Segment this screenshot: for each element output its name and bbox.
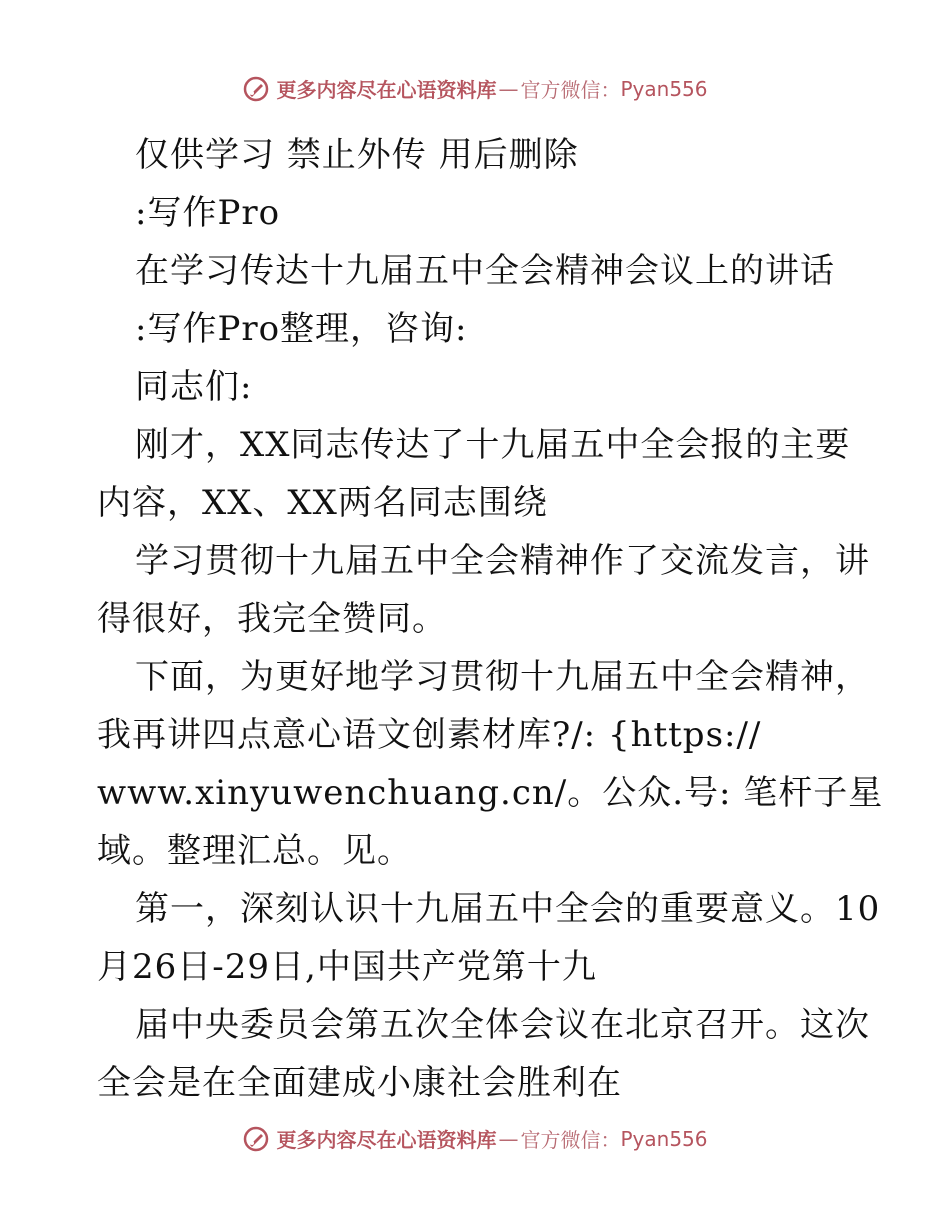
text-line: 月26日-29日,中国共产党第十九 — [97, 947, 597, 987]
text-line: 在学习传达十九届五中全会精神会议上的讲话 — [135, 251, 835, 291]
watermark-brand: 更多内容尽在心语资料库 — [276, 78, 497, 102]
text-line: 全会是在全面建成小康社会胜利在 — [97, 1063, 622, 1103]
text-line: 届中央委员会第五次全体会议在北京召开。这次 — [135, 1005, 870, 1045]
text-line: 域。整理汇总。见。 — [97, 831, 412, 871]
footer-watermark — [0, 1124, 950, 1153]
document-body — [97, 126, 884, 1112]
pen-logo-icon — [242, 1125, 270, 1153]
watermark-wechat-label: 官方微信： — [520, 1128, 621, 1152]
text-line: 学习贯彻十九届五中全会精神作了交流发言，讲 — [135, 541, 870, 581]
text-line: www.xinyuwenchuang.cn/。公众.号: 笔杆子星 — [97, 773, 884, 813]
text-line: :写作Pro — [135, 193, 281, 233]
text-line: 第一，深刻认识十九届五中全会的重要意义。10 — [135, 889, 881, 929]
watermark-wechat-id: Pyan556 — [620, 76, 708, 101]
pen-logo-icon — [242, 75, 270, 103]
text-line: 刚才，XX同志传达了十九届五中全会报的主要 — [135, 425, 851, 465]
text-line: :写作Pro整理，咨询: — [135, 309, 468, 349]
text-line: 得很好，我完全赞同。 — [97, 599, 447, 639]
text-line: 内容，XX、XX两名同志围绕 — [97, 483, 548, 523]
watermark-wechat-label: 官方微信： — [520, 78, 621, 102]
watermark-brand: 更多内容尽在心语资料库 — [276, 1128, 497, 1152]
text-line: 下面，为更好地学习贯彻十九届五中全会精神， — [135, 657, 870, 697]
header-watermark — [0, 74, 950, 103]
watermark-dash: — — [498, 1126, 519, 1151]
watermark-wechat-id: Pyan556 — [620, 1126, 708, 1151]
text-line: 我再讲四点意心语文创素材库?/: {https:// — [97, 715, 762, 755]
text-line: 仅供学习 禁止外传 用后删除 — [135, 135, 579, 175]
watermark-dash: — — [498, 76, 519, 101]
text-line: 同志们: — [135, 367, 253, 407]
